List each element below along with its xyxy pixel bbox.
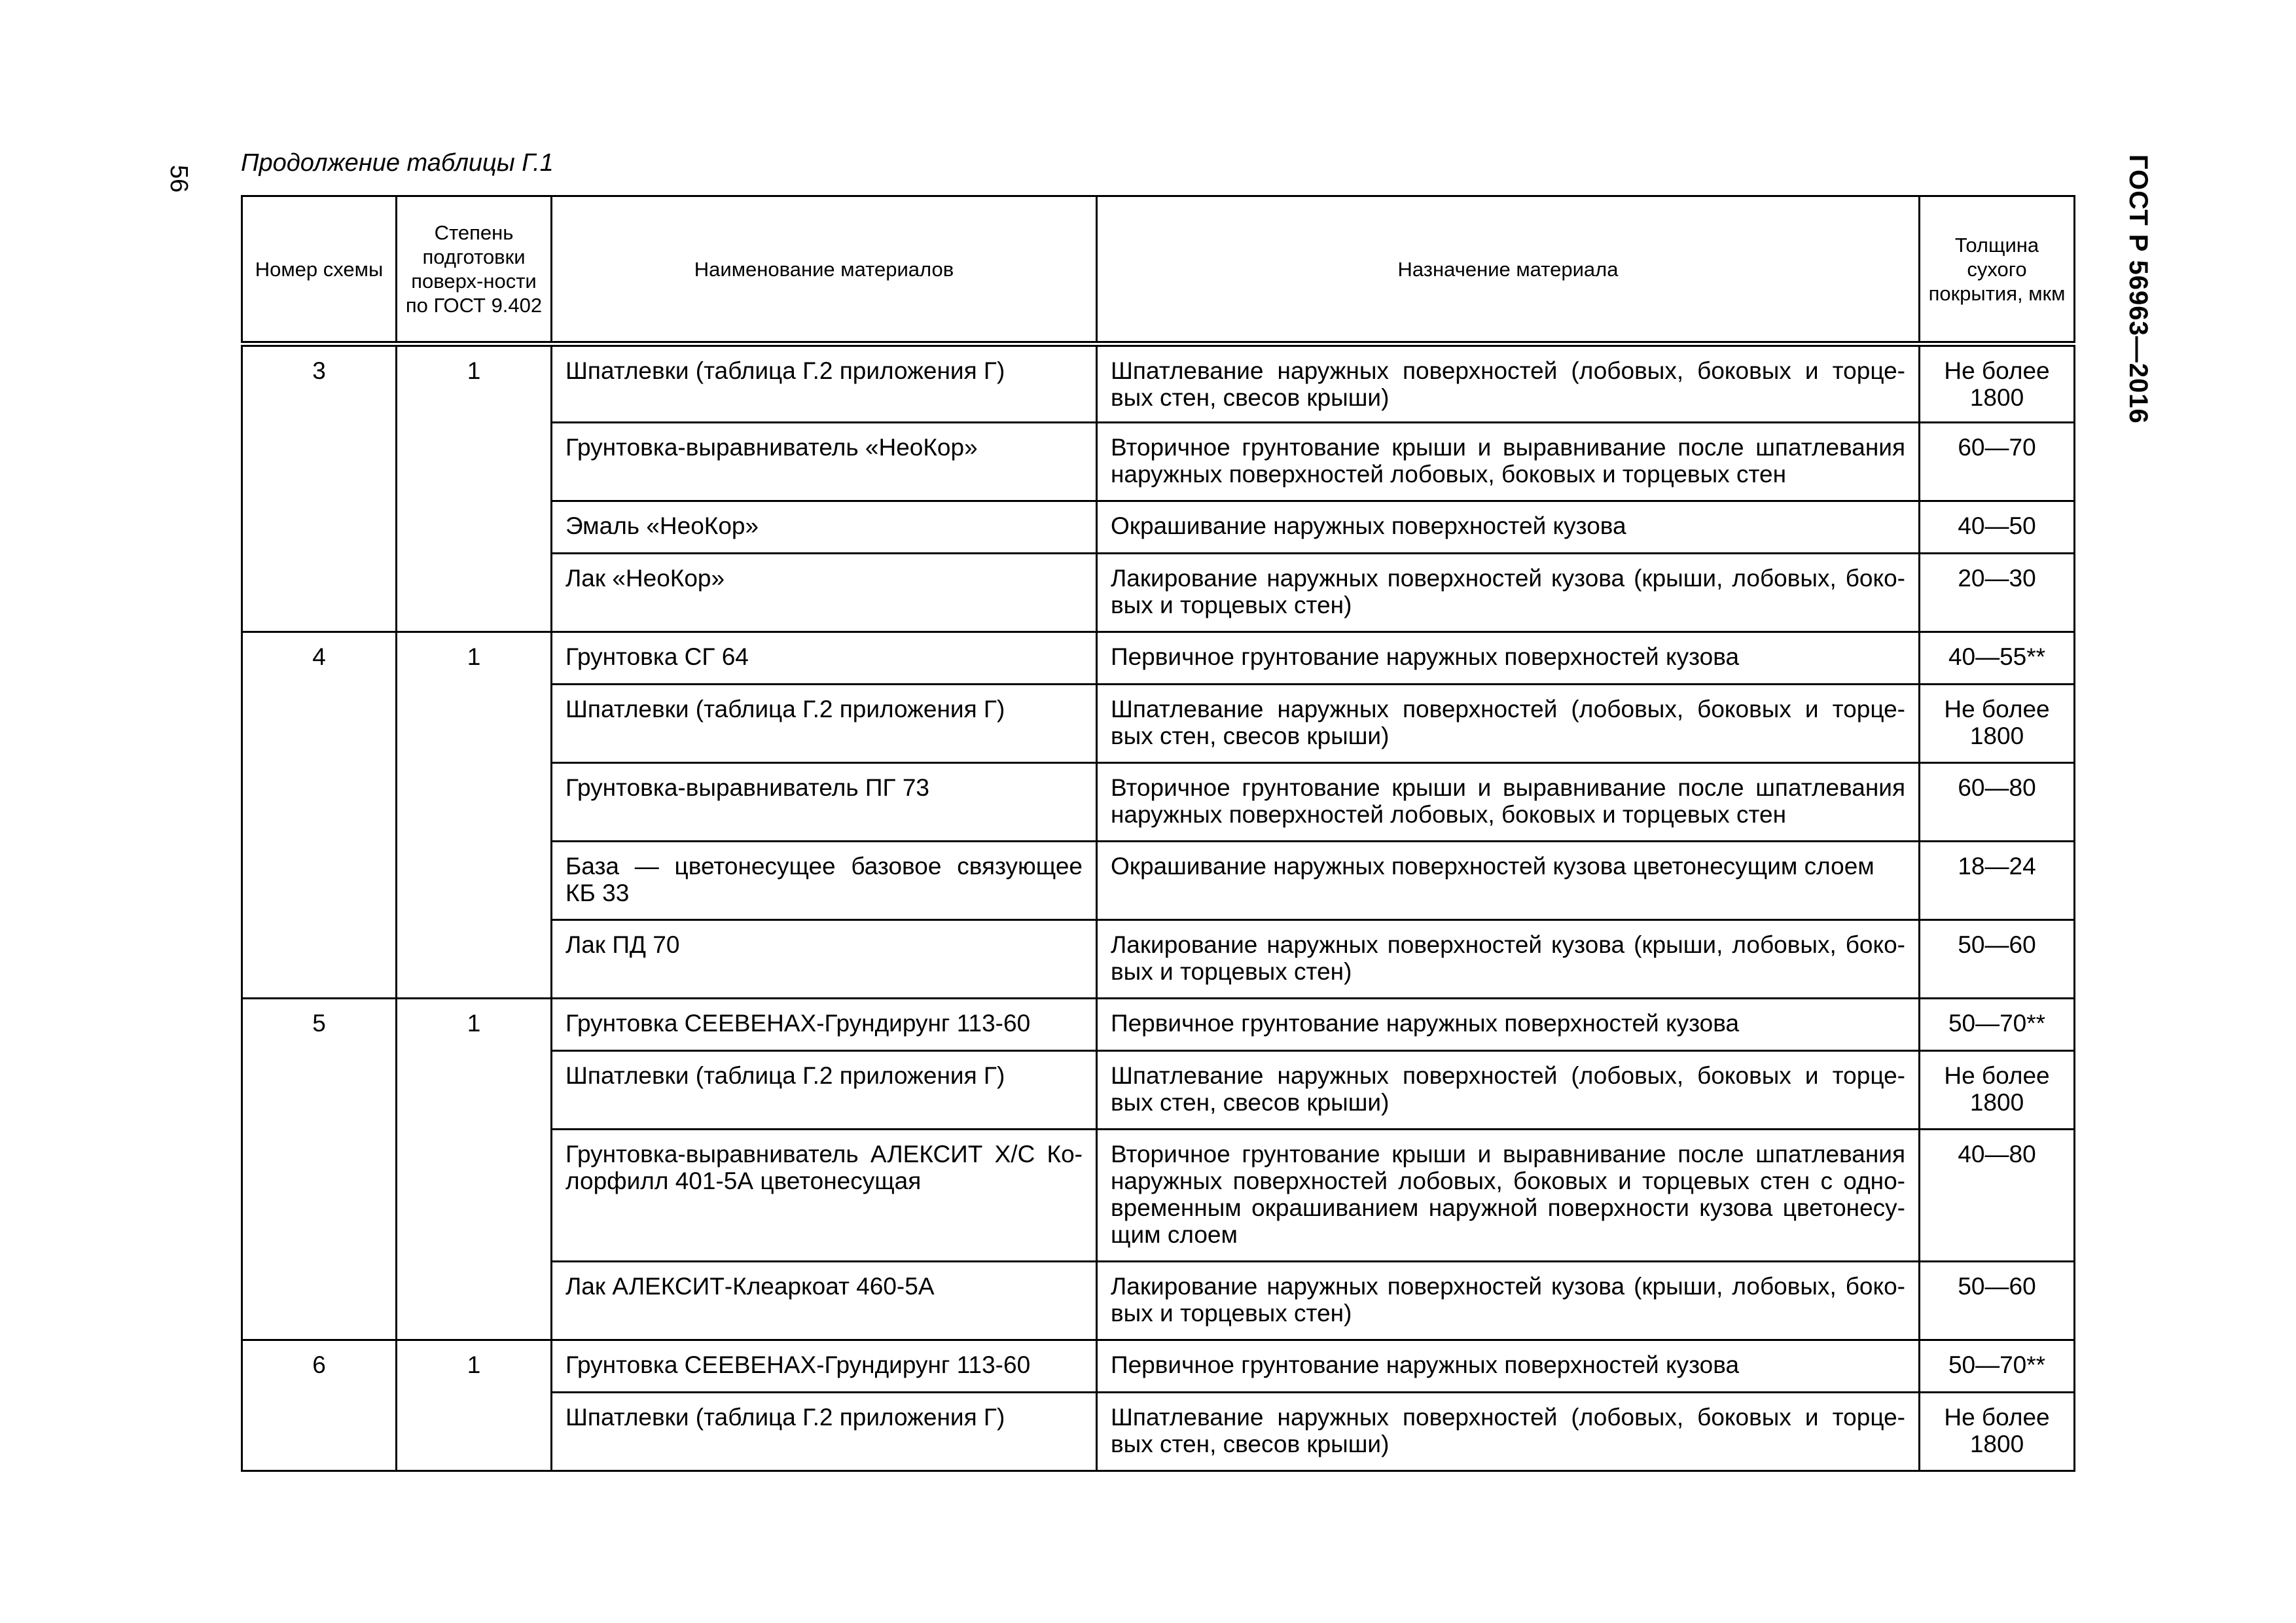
material-purpose: Шпатлевание наружных поверхностей (лобовых, боковых и торце-вых стен, свесов крыши)	[1097, 1393, 1920, 1471]
material-purpose: Шпатлевание наружных поверхностей (лобовых, боковых и торце-вых стен, свесов крыши)	[1097, 685, 1920, 763]
material-name: Грунтовка-выравниватель ПГ 73	[552, 763, 1097, 842]
material-name: Шпатлевки (таблица Г.2 приложения Г)	[552, 344, 1097, 423]
scheme-number: 5	[242, 999, 397, 1340]
material-purpose: Вторичное грунтование крыши и выравнивание после шпатлевания наружных поверхностей лобовых, боковых и торцевых стен	[1097, 763, 1920, 842]
scheme-number: 3	[242, 344, 397, 632]
coating-thickness: 40—55**	[1920, 632, 2075, 685]
table-caption: Продолжение таблицы Г.1	[241, 149, 554, 177]
header-thickness: Толщина сухого покрытия, мкм	[1920, 196, 2075, 344]
material-purpose: Первичное грунтование наружных поверхностей кузова	[1097, 1340, 1920, 1393]
header-material: Наименование материалов	[552, 196, 1097, 344]
coating-thickness: 50—70**	[1920, 1340, 2075, 1393]
material-name: Грунтовка СЕЕВЕНАХ-Грундирунг 113-60	[552, 1340, 1097, 1393]
material-name: Лак «НеоКор»	[552, 554, 1097, 632]
table-row	[242, 1340, 2075, 1393]
material-purpose: Лакирование наружных поверхностей кузова (крыши, лобовых, боко-вых и торцевых стен)	[1097, 554, 1920, 632]
table-row	[242, 999, 2075, 1051]
coating-thickness: Не более 1800	[1920, 1393, 2075, 1471]
header-purpose: Назначение материала	[1097, 196, 1920, 344]
preparation-degree: 1	[397, 999, 552, 1340]
coating-thickness: Не более 1800	[1920, 1051, 2075, 1130]
material-purpose: Шпатлевание наружных поверхностей (лобовых, боковых и торце-вых стен, свесов крыши)	[1097, 1051, 1920, 1130]
material-purpose: Вторичное грунтование крыши и выравнивание после шпатлевания наружных поверхностей лобовых, боковых и торцевых стен	[1097, 423, 1920, 501]
coating-thickness: 60—70	[1920, 423, 2075, 501]
coating-thickness: Не более 1800	[1920, 685, 2075, 763]
materials-table	[241, 195, 2075, 1472]
material-name: Грунтовка-выравниватель АЛЕКСИТ Х/С Ко-лорфилл 401-5А цветонесущая	[552, 1130, 1097, 1262]
material-name: Шпатлевки (таблица Г.2 приложения Г)	[552, 685, 1097, 763]
material-purpose: Окрашивание наружных поверхностей кузова цветонесущим слоем	[1097, 842, 1920, 920]
page-number: 56	[165, 165, 192, 193]
material-name: Грунтовка-выравниватель «НеоКор»	[552, 423, 1097, 501]
coating-thickness: 40—80	[1920, 1130, 2075, 1262]
table-body	[242, 344, 2075, 1471]
table-row	[242, 632, 2075, 685]
material-purpose: Вторичное грунтование крыши и выравнивание после шпатлевания наружных поверхностей лобовых, боковых и торцевых стен с одно-временным окрашиванием наружной поверхности кузова цветонесу-щим слоем	[1097, 1130, 1920, 1262]
material-name: Лак АЛЕКСИТ-Клеаркоат 460-5А	[552, 1262, 1097, 1340]
material-purpose: Окрашивание наружных поверхностей кузова	[1097, 501, 1920, 554]
coating-thickness: 50—60	[1920, 920, 2075, 999]
material-purpose: Лакирование наружных поверхностей кузова (крыши, лобовых, боко-вых и торцевых стен)	[1097, 920, 1920, 999]
material-name: Грунтовка СЕЕВЕНАХ-Грундирунг 113-60	[552, 999, 1097, 1051]
preparation-degree: 1	[397, 1340, 552, 1471]
coating-thickness: 18—24	[1920, 842, 2075, 920]
material-name: База — цветонесущее базовое связующее КБ 33	[552, 842, 1097, 920]
coating-thickness: 60—80	[1920, 763, 2075, 842]
material-purpose: Шпатлевание наружных поверхностей (лобовых, боковых и торце-вых стен, свесов крыши)	[1097, 344, 1920, 423]
material-purpose: Лакирование наружных поверхностей кузова (крыши, лобовых, боко-вых и торцевых стен)	[1097, 1262, 1920, 1340]
material-purpose: Первичное грунтование наружных поверхностей кузова	[1097, 632, 1920, 685]
preparation-degree: 1	[397, 632, 552, 999]
table-header-row	[242, 196, 2075, 344]
material-name: Эмаль «НеоКор»	[552, 501, 1097, 554]
coating-thickness: 40—50	[1920, 501, 2075, 554]
scheme-number: 4	[242, 632, 397, 999]
header-scheme: Номер схемы	[242, 196, 397, 344]
preparation-degree: 1	[397, 344, 552, 632]
document-code: ГОСТ Р 56963—2016	[2124, 154, 2153, 424]
scheme-number: 6	[242, 1340, 397, 1471]
material-purpose: Первичное грунтование наружных поверхностей кузова	[1097, 999, 1920, 1051]
material-name: Шпатлевки (таблица Г.2 приложения Г)	[552, 1051, 1097, 1130]
material-name: Шпатлевки (таблица Г.2 приложения Г)	[552, 1393, 1097, 1471]
coating-thickness: Не более 1800	[1920, 344, 2075, 423]
coating-thickness: 20—30	[1920, 554, 2075, 632]
coating-thickness: 50—70**	[1920, 999, 2075, 1051]
coating-thickness: 50—60	[1920, 1262, 2075, 1340]
material-name: Грунтовка СГ 64	[552, 632, 1097, 685]
table-row	[242, 344, 2075, 423]
material-name: Лак ПД 70	[552, 920, 1097, 999]
header-degree: Степень подготовки поверх-ности по ГОСТ 9.402	[397, 196, 552, 344]
